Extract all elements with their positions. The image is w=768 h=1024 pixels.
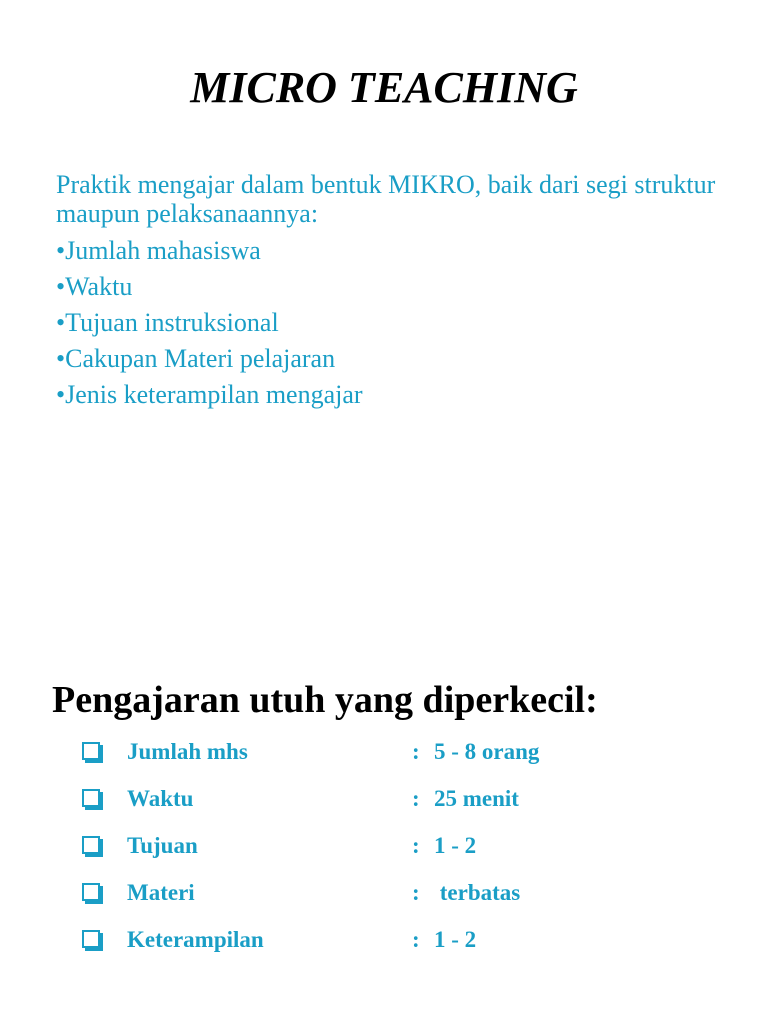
bullet-list [56, 233, 363, 413]
spec-colon: : [412, 880, 420, 905]
spec-colon: : [412, 833, 420, 858]
checkbox-bullet-icon [82, 883, 100, 901]
spec-label: Jumlah mhs [127, 739, 248, 764]
checkbox-bullet-icon [82, 836, 100, 854]
bullet-item: •Waktu [56, 272, 133, 301]
spec-value: 1 - 2 [434, 833, 477, 858]
spec-colon: : [412, 786, 420, 811]
spec-label: Keterampilan [127, 927, 264, 952]
spec-value: 5 - 8 orang [434, 739, 540, 764]
spec-value: 25 menit [434, 786, 519, 811]
checkbox-bullet-icon [82, 789, 100, 807]
spec-row [82, 784, 742, 831]
spec-row [82, 878, 742, 925]
intro-paragraph: Praktik mengajar dalam bentuk MIKRO, baik dari segi struktur maupun pelaksanaannya: [56, 170, 716, 228]
spec-colon: : [412, 739, 420, 764]
section-heading: Pengajaran utuh yang diperkecil: [52, 679, 598, 721]
spec-label: Tujuan [127, 833, 198, 858]
bullet-item: •Cakupan Materi pelajaran [56, 344, 336, 373]
spec-value: 1 - 2 [434, 927, 477, 952]
spec-row [82, 925, 742, 972]
bullet-item: •Jumlah mahasiswa [56, 236, 261, 265]
spec-value: terbatas [434, 880, 521, 905]
spec-label: Waktu [127, 786, 194, 811]
spec-list [82, 737, 742, 972]
checkbox-bullet-icon [82, 930, 100, 948]
spec-label: Materi [127, 880, 195, 905]
spec-row [82, 737, 742, 784]
bullet-item: •Jenis keterampilan mengajar [56, 380, 363, 409]
page-title: MICRO TEACHING [190, 63, 578, 112]
checkbox-bullet-icon [82, 742, 100, 760]
bullet-item: •Tujuan instruksional [56, 308, 279, 337]
spec-colon: : [412, 927, 420, 952]
spec-row [82, 831, 742, 878]
